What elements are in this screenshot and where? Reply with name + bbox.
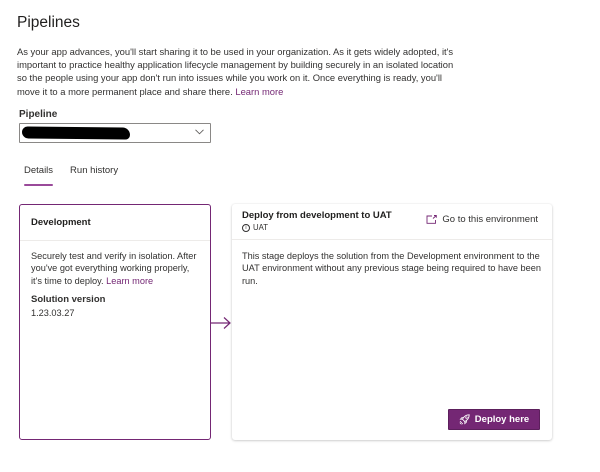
arrow-right-icon xyxy=(211,317,231,329)
uat-stage-title: Deploy from development to UAT xyxy=(242,210,392,221)
solution-version-label: Solution version xyxy=(31,294,106,306)
dev-stage-description: Securely test and verify in isolation. After you've got everything working properly, it's time to deploy. Learn more xyxy=(31,251,197,286)
description-text: As your app advances, you'll start sharing it to be used in your organization. As it gets widely adopted, it's important to practice healthy application lifecycle management by building securely in an isolated location so the people using your app don't run into issues while you work on it. Once everything is ready, you'll move it to a more permanent place and share there. xyxy=(17,46,454,97)
rocket-icon xyxy=(459,414,470,425)
dev-stage-title: Development xyxy=(20,205,210,241)
info-icon: i xyxy=(242,224,250,232)
tab-bar xyxy=(24,165,118,186)
solution-version-value: 1.23.03.27 xyxy=(31,307,75,318)
tab-details[interactable]: Details xyxy=(24,165,53,186)
pipeline-dropdown[interactable] xyxy=(19,123,211,143)
tab-run-history[interactable]: Run history xyxy=(70,165,119,176)
uat-stage-description: This stage deploys the solution from the Development environment to the UAT environment without any previous stage being required to have been run. xyxy=(242,251,541,286)
redacted-value xyxy=(22,126,130,139)
go-to-environment-link[interactable]: Go to this environment xyxy=(426,214,538,225)
deploy-here-button[interactable]: Deploy here xyxy=(448,409,540,430)
uat-stage-card xyxy=(232,204,552,440)
page-description xyxy=(17,45,457,98)
uat-environment-name: UAT xyxy=(253,223,269,232)
open-external-icon xyxy=(426,215,437,224)
chevron-down-icon xyxy=(195,127,204,138)
development-stage-card[interactable] xyxy=(19,204,211,440)
learn-more-link[interactable]: Learn more xyxy=(235,85,284,97)
pipeline-label: Pipeline xyxy=(19,109,58,120)
page-title: Pipelines xyxy=(17,14,80,31)
dev-learn-more-link[interactable]: Learn more xyxy=(106,275,154,286)
